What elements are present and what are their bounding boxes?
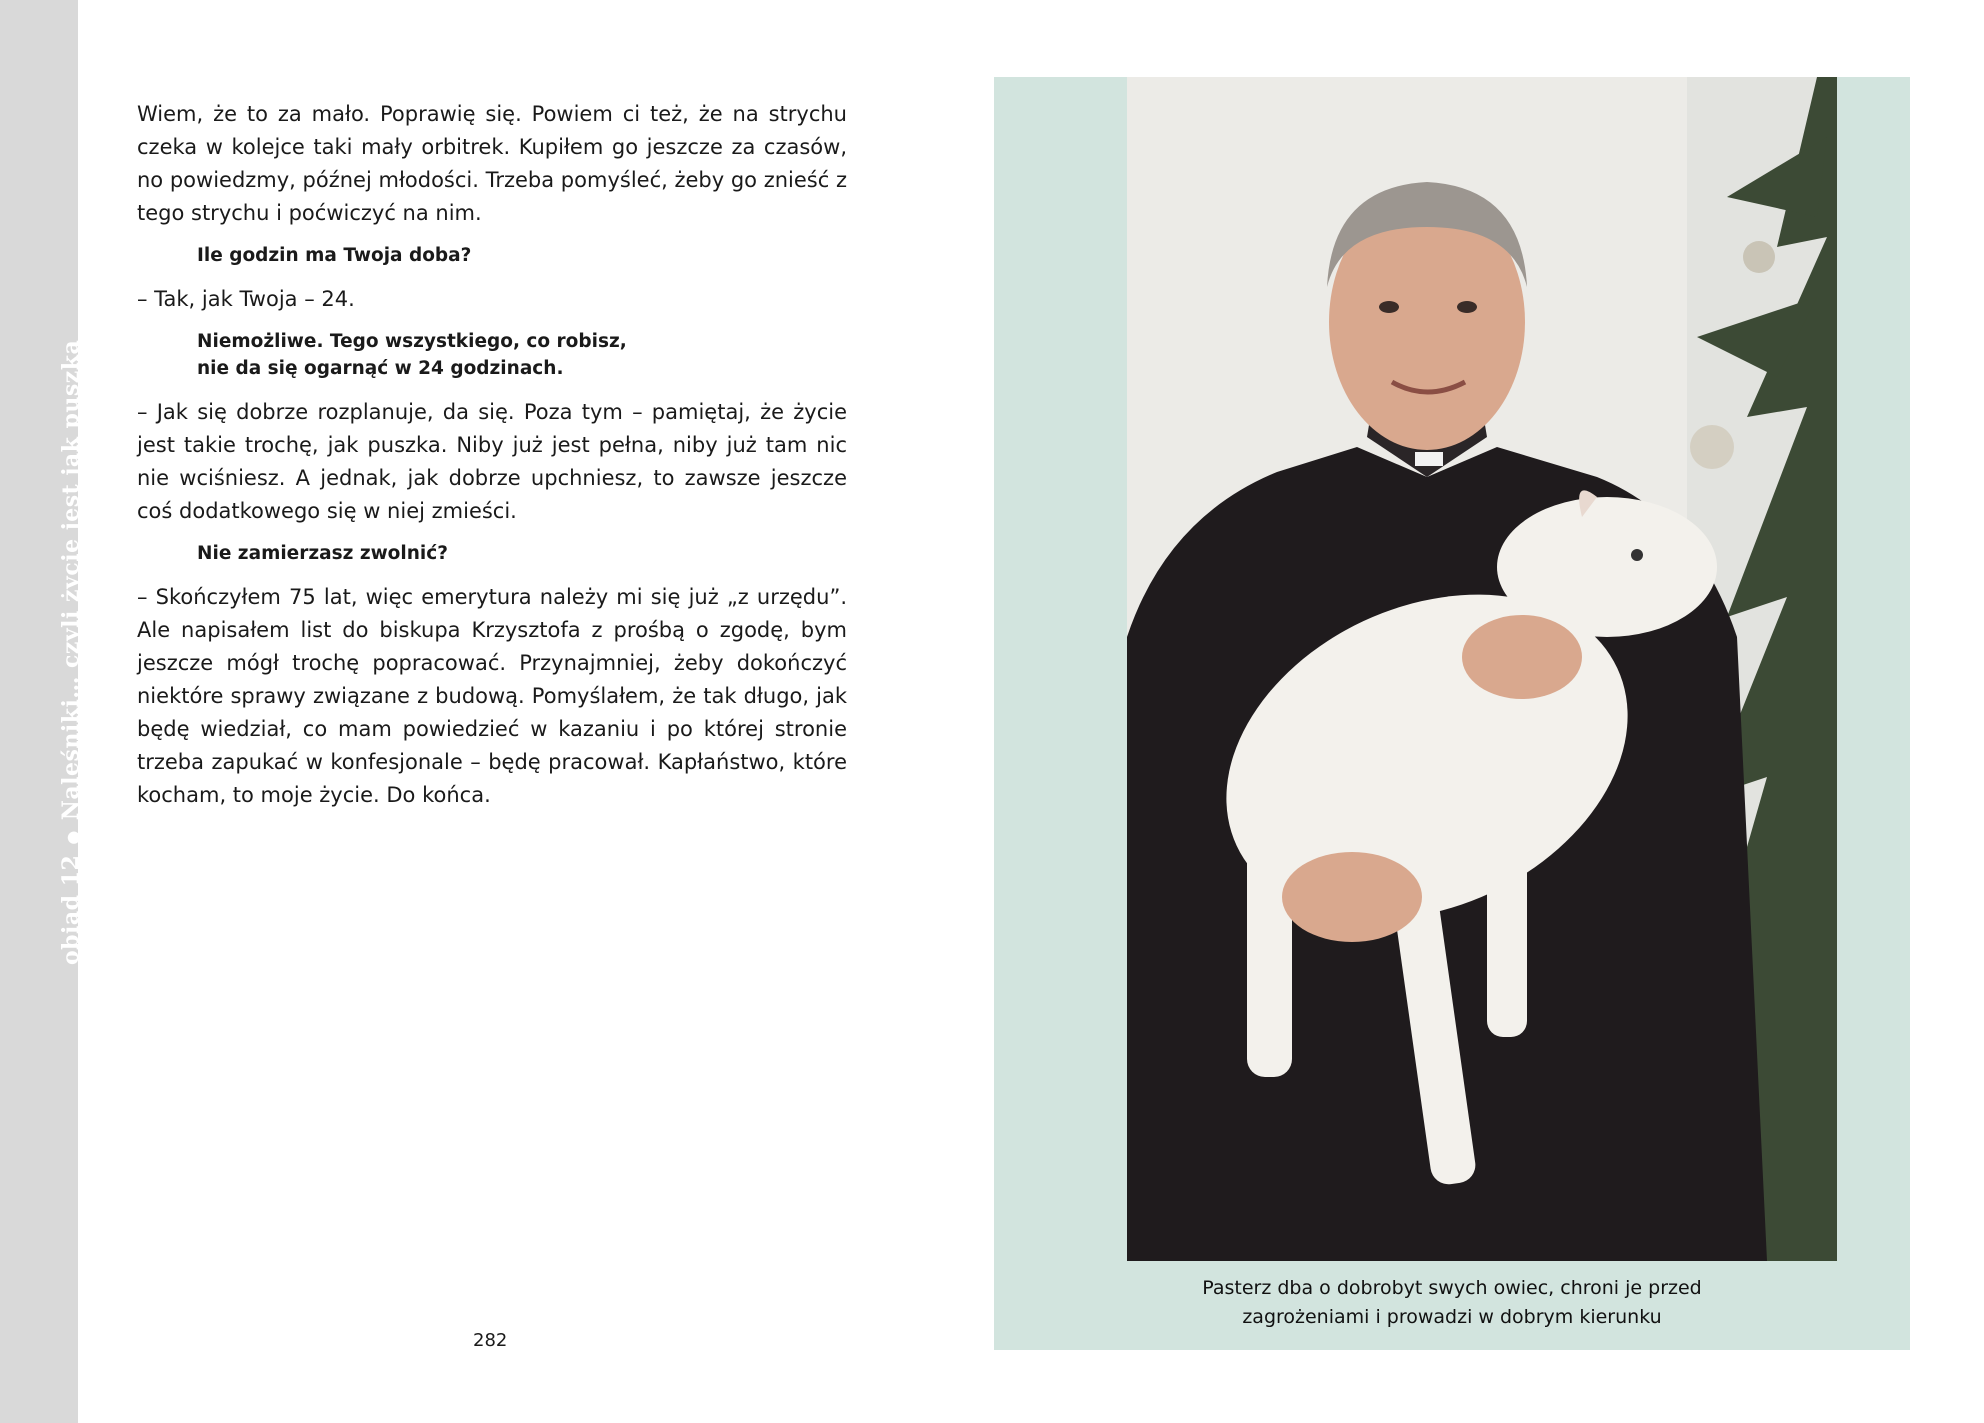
question-3: Nie zamierzasz zwolnić? bbox=[197, 543, 448, 564]
photo-panel bbox=[994, 77, 1910, 1350]
question-2 bbox=[197, 328, 847, 382]
answer-paragraph-3: – Jak się dobrze rozplanuje, da się. Poza tym – pamiętaj, że życie jest takie trochę, jak puszka. Niby już jest pełna, niby już tam nic nie wciśniesz. A jednak, jak dobrze upchniesz, to zawsze jeszcze coś dodatkowego się w niej zmieści. bbox=[137, 400, 847, 523]
ornament-2 bbox=[1690, 425, 1734, 469]
right-hand bbox=[1462, 615, 1582, 699]
side-strip bbox=[0, 0, 84, 1423]
photo-caption bbox=[994, 1274, 1910, 1332]
question-2-line-1: Niemożliwe. Tego wszystkiego, co robisz, bbox=[197, 331, 627, 352]
answer-paragraph-4: – Skończyłem 75 lat, więc emerytura należy mi się już „z urzędu”. Ale napisałem list do biskupa Krzysztofa z prośbą o zgodę, bym jeszcze mógł trochę popracować. Przynajmniej, żeby dokończyć niektóre sprawy związane z budową. Pomyślałem, że tak długo, jak będę wiedział, co mam powiedzieć w kazaniu i po której stronie trzeba zapukać w konfesjonale – będę pracował. Kapłaństwo, które kocham, to moje życie. Do końca. bbox=[137, 585, 847, 807]
answer-paragraph-1: Wiem, że to za mało. Poprawię się. Powiem ci też, że na strychu czeka w kolejce taki mały orbitrek. Kupiłem go jeszcze za czasów, no powiedzmy, późnej młodości. Trzeba pomyśleć, żeby go znieść z tego strychu i poćwiczyć na nim. bbox=[137, 102, 847, 225]
photo-illustration bbox=[1127, 77, 1837, 1261]
answer-paragraph-2: – Tak, jak Twoja – 24. bbox=[137, 287, 355, 311]
running-head-bullet: ● bbox=[63, 830, 82, 845]
question-1: Ile godzin ma Twoja doba? bbox=[197, 245, 472, 266]
page-number: 282 bbox=[473, 1330, 508, 1351]
ornament-1 bbox=[1743, 241, 1775, 273]
running-head-chapter: obiad 12 bbox=[58, 854, 84, 965]
interview-text bbox=[137, 98, 847, 824]
caption-line-1: Pasterz dba o dobrobyt swych owiec, chroni je przed bbox=[1202, 1277, 1702, 1299]
caption-line-2: zagrożeniami i prowadzi w dobrym kierunku bbox=[1242, 1306, 1662, 1328]
running-head-title: Naleśniki… czyli życie jest jak puszka bbox=[58, 339, 84, 821]
question-2-line-2: nie da się ogarnąć w 24 godzinach. bbox=[197, 358, 564, 379]
left-hand bbox=[1282, 852, 1422, 942]
priest-holding-lamb-photo bbox=[1127, 77, 1837, 1261]
running-head bbox=[58, 340, 84, 965]
